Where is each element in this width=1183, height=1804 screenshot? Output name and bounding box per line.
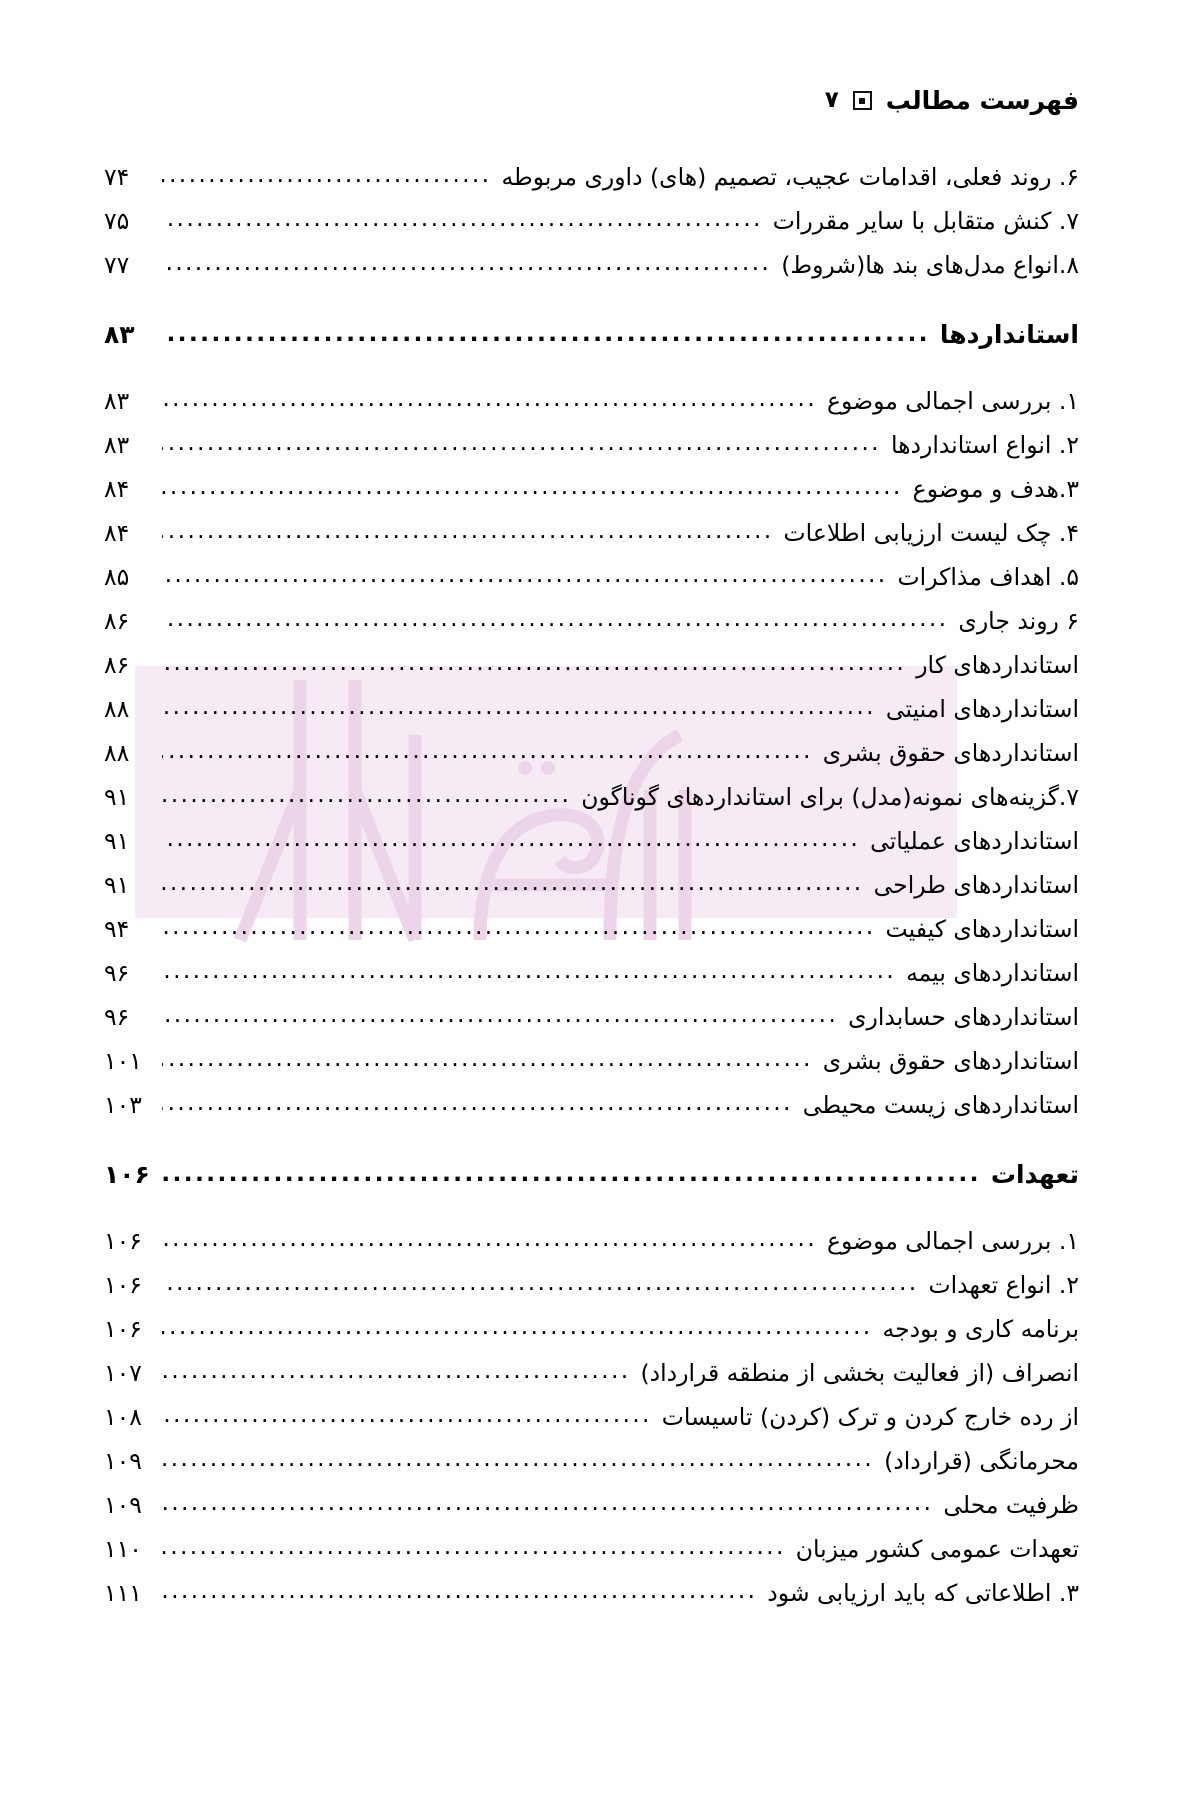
toc-header <box>825 88 1079 113</box>
toc-entry-list <box>104 155 1079 1615</box>
toc-entry-page-number: ۸۸ <box>104 695 130 723</box>
toc-entry-page-number: ۸۵ <box>104 563 130 591</box>
toc-row[interactable] <box>104 423 1079 467</box>
toc-entry-page-number: ۸۸ <box>104 739 130 767</box>
toc-entry-label: تعهدات عمومی کشور میزبان <box>795 1535 1079 1563</box>
toc-entry-page-number: ۹۱ <box>104 827 130 855</box>
toc-entry-page-number: ۱۰۶ <box>104 1227 142 1255</box>
toc-leader-dots <box>162 1273 919 1297</box>
toc-leader-dots <box>162 1361 630 1385</box>
toc-row[interactable] <box>104 775 1079 819</box>
toc-entry-label: استانداردهای امنیتی <box>885 695 1079 723</box>
toc-row[interactable] <box>104 1153 1079 1197</box>
toc-entry-page-number: ۸۳ <box>104 387 130 415</box>
toc-entry-label: استانداردهای حقوق بشری <box>822 1047 1079 1075</box>
toc-entry-page-number: ۱۰۶ <box>104 1315 142 1343</box>
toc-entry-label: ظرفیت محلی <box>943 1491 1079 1519</box>
toc-row[interactable] <box>104 863 1079 907</box>
toc-entry-page-number: ۹۴ <box>104 915 130 943</box>
toc-row[interactable] <box>104 511 1079 555</box>
toc-row[interactable] <box>104 1439 1079 1483</box>
toc-leader-dots <box>162 323 930 348</box>
toc-entry-label: برنامه کاری و بودجه <box>882 1315 1079 1343</box>
toc-leader-dots <box>162 785 571 809</box>
toc-entry-label: محرمانگی (قرارداد) <box>884 1447 1079 1475</box>
toc-entry-label: استانداردهای کار <box>916 651 1079 679</box>
toc-leader-dots <box>162 521 774 545</box>
toc-entry-page-number: ۸۴ <box>104 475 130 503</box>
toc-leader-dots <box>162 697 876 721</box>
toc-entry-label: استانداردهای حقوق بشری <box>822 739 1079 767</box>
toc-row[interactable] <box>104 907 1079 951</box>
toc-leader-dots <box>162 829 860 853</box>
toc-row[interactable] <box>104 1351 1079 1395</box>
toc-row[interactable] <box>104 687 1079 731</box>
toc-leader-dots <box>162 873 864 897</box>
toc-leader-dots <box>162 165 491 189</box>
toc-leader-dots <box>162 653 906 677</box>
toc-entry-label: ۶ روند جاری <box>958 607 1079 635</box>
toc-entry-page-number: ۱۰۹ <box>104 1447 142 1475</box>
toc-leader-dots <box>162 609 948 633</box>
toc-entry-label: استانداردهای بیمه <box>906 959 1079 987</box>
toc-leader-dots <box>162 741 813 765</box>
toc-entry-page-number: ۸۶ <box>104 651 130 679</box>
toc-entry-page-number: ۱۰۱ <box>104 1047 142 1075</box>
toc-entry-page-number: ۱۰۶ <box>104 1271 142 1299</box>
toc-entry-label: از رده خارج کردن و ترک (کردن) تاسیسات <box>661 1403 1079 1431</box>
toc-leader-dots <box>162 1537 786 1561</box>
toc-row[interactable] <box>104 467 1079 511</box>
toc-leader-dots <box>162 1449 874 1473</box>
toc-leader-dots <box>162 1581 757 1605</box>
toc-row[interactable] <box>104 155 1079 199</box>
toc-row[interactable] <box>104 599 1079 643</box>
toc-entry-page-number: ۸۳ <box>104 431 130 459</box>
toc-row[interactable] <box>104 1483 1079 1527</box>
toc-leader-dots <box>162 1093 793 1117</box>
toc-entry-page-number: ۱۰۷ <box>104 1359 142 1387</box>
toc-leader-dots <box>162 1049 813 1073</box>
toc-entry-page-number: ۱۰۹ <box>104 1491 142 1519</box>
toc-leader-dots <box>162 1405 652 1429</box>
toc-row[interactable] <box>104 1571 1079 1615</box>
toc-entry-label: تعهدات <box>990 1160 1079 1189</box>
toc-row[interactable] <box>104 819 1079 863</box>
toc-row[interactable] <box>104 1527 1079 1571</box>
toc-entry-label: استانداردهای زیست محیطی <box>802 1091 1079 1119</box>
toc-entry-label: استانداردهای حسابداری <box>848 1003 1079 1031</box>
toc-entry-label: ۲. انواع تعهدات <box>928 1271 1079 1299</box>
toc-row[interactable] <box>104 995 1079 1039</box>
toc-entry-page-number: ۹۱ <box>104 783 130 811</box>
square-bullet-icon <box>853 91 872 110</box>
toc-row[interactable] <box>104 1307 1079 1351</box>
toc-row[interactable] <box>104 951 1079 995</box>
toc-entry-label: ۱. بررسی اجمالی موضوع <box>826 387 1079 415</box>
toc-leader-dots <box>162 1493 933 1517</box>
toc-entry-label: ۴. چک لیست ارزیابی اطلاعات <box>783 519 1079 547</box>
toc-entry-label: ۷.گزینه‌های نمونه(مدل) برای استانداردهای گوناگون <box>581 783 1079 811</box>
toc-entry-page-number: ۸۴ <box>104 519 130 547</box>
toc-row[interactable] <box>104 643 1079 687</box>
toc-row[interactable] <box>104 1219 1079 1263</box>
toc-row[interactable] <box>104 555 1079 599</box>
toc-leader-dots <box>162 1229 817 1253</box>
toc-entry-page-number: ۷۴ <box>104 163 130 191</box>
toc-leader-dots <box>162 1005 838 1029</box>
toc-entry-page-number: ۱۰۸ <box>104 1403 142 1431</box>
toc-row[interactable] <box>104 1395 1079 1439</box>
toc-leader-dots <box>162 565 888 589</box>
toc-entry-page-number: ۱۱۰ <box>104 1535 142 1563</box>
toc-row[interactable] <box>104 313 1079 357</box>
toc-entry-page-number: ۷۵ <box>104 207 130 235</box>
toc-row[interactable] <box>104 379 1079 423</box>
toc-leader-dots <box>162 917 876 941</box>
toc-entry-page-number: ۹۶ <box>104 959 130 987</box>
toc-entry-label: استانداردهای طراحی <box>873 871 1079 899</box>
toc-leader-dots <box>162 389 817 413</box>
toc-leader-dots <box>162 1163 981 1188</box>
toc-entry-label: ۵. اهداف مذاکرات <box>897 563 1079 591</box>
toc-row[interactable] <box>104 1083 1079 1127</box>
toc-entry-label: ۲. انواع استانداردها <box>890 431 1079 459</box>
toc-entry-label: ۸.انواع مدل‌های بند ها(شروط) <box>781 251 1079 279</box>
toc-leader-dots <box>162 209 763 233</box>
toc-row[interactable] <box>104 731 1079 775</box>
toc-entry-page-number: ۹۶ <box>104 1003 130 1031</box>
toc-row[interactable] <box>104 243 1079 287</box>
toc-entry-label: استانداردها <box>939 320 1079 349</box>
toc-entry-label: ۱. بررسی اجمالی موضوع <box>826 1227 1079 1255</box>
toc-entry-label: ۳. اطلاعاتی که باید ارزیابی شود <box>767 1579 1079 1607</box>
toc-entry-page-number: ۸۶ <box>104 607 130 635</box>
toc-row[interactable] <box>104 1263 1079 1307</box>
toc-entry-page-number: ۱۰۶ <box>104 1160 150 1189</box>
page-folio-number: ۷ <box>824 87 839 113</box>
toc-leader-dots <box>162 477 903 501</box>
toc-entry-label: ۶. روند فعلی، اقدامات عجیب، تصمیم (های) داوری مربوطه <box>501 163 1079 191</box>
toc-entry-label: ۳.هدف و موضوع <box>912 475 1079 503</box>
toc-leader-dots <box>162 253 771 277</box>
page-title: فهرست مطالب <box>885 86 1079 115</box>
toc-entry-page-number: ۱۰۳ <box>104 1091 142 1119</box>
toc-entry-label: ۷. کنش متقابل با سایر مقررات <box>772 207 1079 235</box>
toc-entry-page-number: ۱۱۱ <box>104 1579 142 1607</box>
toc-leader-dots <box>162 961 896 985</box>
toc-entry-page-number: ۸۳ <box>104 320 135 349</box>
toc-entry-label: انصراف (از فعالیت بخشی از منطقه قرارداد) <box>640 1359 1079 1387</box>
toc-row[interactable] <box>104 199 1079 243</box>
toc-entry-label: استانداردهای عملیاتی <box>870 827 1079 855</box>
toc-entry-page-number: ۷۷ <box>104 251 130 279</box>
toc-leader-dots <box>162 433 881 457</box>
toc-leader-dots <box>162 1317 872 1341</box>
toc-entry-page-number: ۹۱ <box>104 871 130 899</box>
toc-row[interactable] <box>104 1039 1079 1083</box>
toc-entry-label: استانداردهای کیفیت <box>885 915 1079 943</box>
